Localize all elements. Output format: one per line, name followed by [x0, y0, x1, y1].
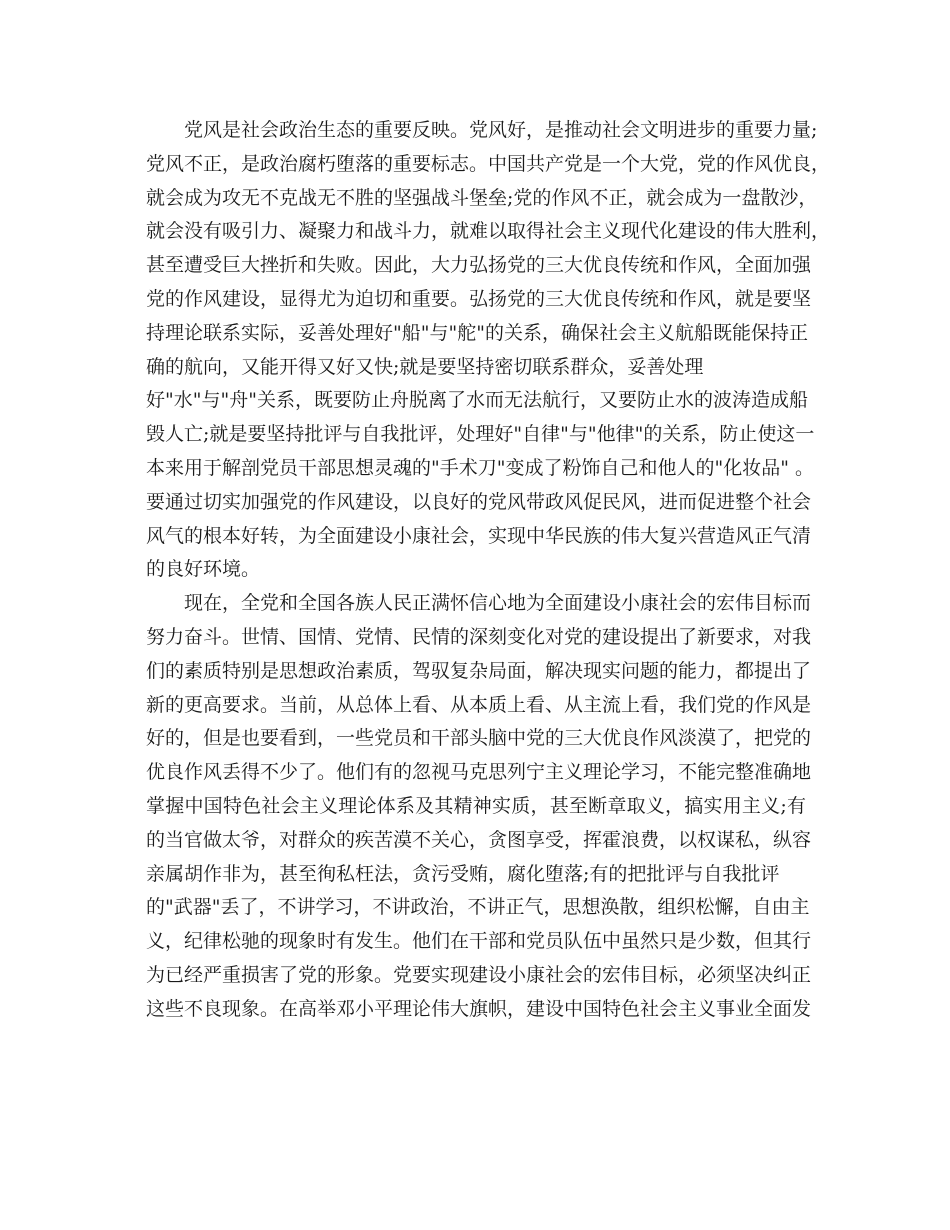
- paragraph-line: 甚至遭受巨大挫折和失败。因此，大力弘扬党的三大优良传统和作风，全面加强: [146, 254, 812, 277]
- paragraph-1: [146, 114, 831, 587]
- paragraph-line: 风气的根本好转，为全面建设小康社会，实现中华民族的伟大复兴营造风正气清: [146, 524, 812, 547]
- paragraph-line: 优良作风丢得不少了。他们有的忽视马克思列宁主义理论学习，不能完整准确地: [146, 761, 812, 784]
- paragraph-line: 好"水"与"舟"关系，既要防止舟脱离了水而无法航行，又要防止水的波涛造成船: [146, 389, 808, 412]
- paragraph-line: 要通过切实加强党的作风建设，以良好的党风带政风促民风，进而促进整个社会: [146, 490, 812, 513]
- paragraph-line: 本来用于解剖党员干部思想灵魂的"手术刀"变成了粉饰自己和他人的"化妆品" 。: [146, 456, 814, 479]
- paragraph-line: 努力奋斗。世情、国情、党情、民情的深刻变化对党的建设提出了新要求，对我: [146, 625, 812, 648]
- paragraph-line: 现在，全党和全国各族人民正满怀信心地为全面建设小康社会的宏伟目标而: [184, 592, 812, 615]
- paragraph-line: 毁人亡;就是要坚持批评与自我批评，处理好"自律"与"他律"的关系，防止使这一: [146, 423, 815, 446]
- paragraph-line: 好的，但是也要看到，一些党员和干部头脑中党的三大优良作风淡漠了，把党的: [146, 727, 812, 750]
- paragraph-line: 党的作风建设，显得尤为迫切和重要。弘扬党的三大优良传统和作风，就是要坚: [146, 287, 812, 310]
- paragraph-line: 的良好环境。: [146, 558, 261, 581]
- paragraph-line: 就会成为攻无不克战无不胜的坚强战斗堡垒;党的作风不正，就会成为一盘散沙，: [146, 186, 818, 209]
- paragraph-line: 这些不良现象。在高举邓小平理论伟大旗帜，建设中国特色社会主义事业全面发: [146, 997, 812, 1020]
- paragraph-line: 党风不正，是政治腐朽堕落的重要标志。中国共产党是一个大党，党的作风优良，: [146, 152, 831, 175]
- paragraph-line: 掌握中国特色社会主义理论体系及其精神实质，甚至断章取义，搞实用主义;有: [146, 794, 806, 817]
- paragraph-line: 持理论联系实际，妥善处理好"船"与"舵"的关系，确保社会主义航船既能保持正: [146, 321, 808, 344]
- paragraph-line: 为已经严重损害了党的形象。党要实现建设小康社会的宏伟目标，必须坚决纠正: [146, 963, 812, 986]
- body-text: [146, 114, 831, 1027]
- paragraph-line: 亲属胡作非为，甚至徇私枉法，贪污受贿，腐化堕落;有的把批评与自我批评: [146, 862, 780, 885]
- paragraph-2: [146, 587, 812, 1026]
- paragraph-line: 的"武器"丢了，不讲学习，不讲政治，不讲正气，思想涣散，组织松懈，自由主: [146, 896, 810, 919]
- paragraph-line: 确的航向，又能开得又好又快;就是要坚持密切联系群众，妥善处理: [146, 355, 704, 378]
- paragraph-line: 义，纪律松驰的现象时有发生。他们在干部和党员队伍中虽然只是少数，但其行: [146, 930, 812, 953]
- paragraph-line: 们的素质特别是思想政治素质，驾驭复杂局面，解决现实问题的能力，都提出了: [146, 659, 812, 682]
- paragraph-line: 党风是社会政治生态的重要反映。党风好，是推动社会文明进步的重要力量;: [184, 119, 818, 141]
- paragraph-line: 新的更高要求。当前，从总体上看、从本质上看、从主流上看，我们党的作风是: [146, 693, 812, 716]
- paragraph-line: 的当官做太爷，对群众的疾苦漠不关心，贪图享受，挥霍浪费，以权谋私，纵容: [146, 828, 812, 851]
- paragraph-line: 就会没有吸引力、凝聚力和战斗力，就难以取得社会主义现代化建设的伟大胜利，: [146, 220, 831, 243]
